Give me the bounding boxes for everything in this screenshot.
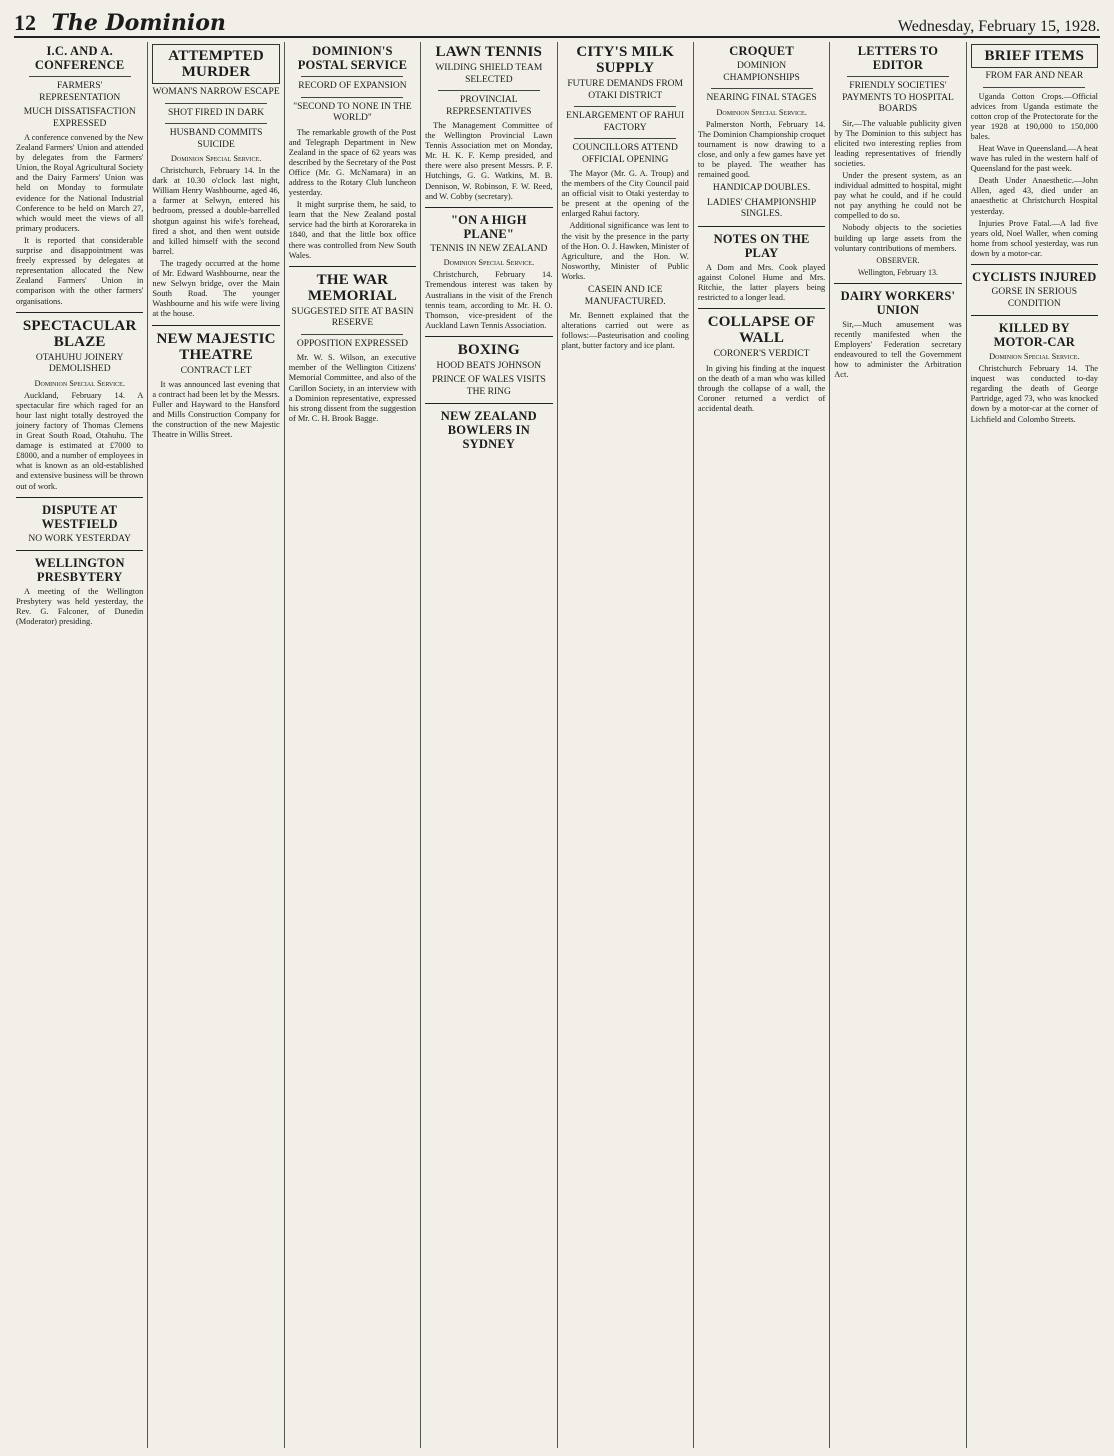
paragraph: Injuries Prove Fatal.—A lad five years old, Noel Waller, when coming home from school yesterday, was run down by a motor-car. (970, 218, 1098, 258)
paragraph: The Mayor (Mr. G. A. Troup) and the members of the City Council paid an official visit to Otaki yesterday to be present at the opening of the enlarged Rahui factory. (561, 169, 689, 219)
subhead: NO WORK YESTERDAY (28, 533, 131, 544)
headline: COLLAPSE OF WALL (707, 314, 816, 347)
headline: CITY'S MILK SUPPLY (576, 44, 674, 76)
dateline: Dominion Special Service. (443, 258, 535, 268)
divider (971, 264, 1098, 265)
headline: BRIEF ITEMS (971, 44, 1098, 68)
column-7 (829, 42, 965, 1448)
divider (301, 334, 403, 335)
paragraph: Christchurch February 14. The inquest was conducted to-day regarding the death of George Partridge, aged 73, who was knocked down by a motor-car at the corner of Lichfield and Colombo Streets. (970, 364, 1098, 424)
column-5 (557, 42, 693, 1448)
headline: I.C. AND A. CONFERENCE (34, 44, 125, 72)
divider (438, 90, 540, 91)
headline: CROQUET (729, 44, 794, 58)
headline: LETTERS TO EDITOR (857, 44, 939, 72)
subhead: WILDING SHIELD TEAM SELECTED (435, 63, 543, 85)
subhead: HUSBAND COMMITS SUICIDE (169, 128, 263, 150)
dateline: Dominion Special Service. (34, 378, 125, 388)
issue-date: Wednesday, February 15, 1928. (897, 18, 1100, 35)
subhead: COUNCILLORS ATTEND OFFICIAL OPENING (572, 143, 678, 165)
signature: OBSERVER. (876, 255, 920, 265)
divider (425, 207, 552, 208)
subhead: OPPOSITION EXPRESSED (296, 338, 408, 349)
divider (16, 312, 143, 313)
subhead: FROM FAR AND NEAR (985, 71, 1084, 81)
headline: DISPUTE AT WESTFIELD (41, 502, 118, 531)
column-1 (12, 42, 147, 1448)
paragraph: Under the present system, as an individual admitted to hospital, might pay what he could, and if he could not pay anything he could not be compelled to do so. (834, 170, 962, 221)
headline: "ON A HIGH PLANE" (451, 212, 527, 241)
paragraph: The Management Committee of the Wellington Provincial Lawn Tennis Association met on Monday, Mr. H. K. F. Kemp presided, and there were also present Messrs. P. F. Hutchings, G. G. Watkins, M. B. Dennison, W. Robinson, F. W. Reed, and W. Cobby (secretary). (425, 121, 553, 201)
divider (165, 103, 267, 104)
column-8 (966, 42, 1102, 1448)
subhead: FRIENDLY SOCIETIES' PAYMENTS TO HOSPITAL BOARDS (842, 81, 954, 114)
subhead: CORONER'S VERDICT (713, 349, 810, 360)
subhead: DOMINION CHAMPIONSHIPS (723, 61, 800, 83)
divider (301, 97, 403, 98)
paragraph: Nobody objects to the societies building up large assets from the voluntary contributions of members. (834, 223, 962, 253)
divider (983, 87, 1085, 88)
subhead: WOMAN'S NARROW ESCAPE (152, 87, 280, 97)
paragraph: Uganda Cotton Crops.—Official advices from Uganda estimate the cotton crop of the Protectorate for the year 1928 at 190,000 to 150,000 bales. (970, 91, 1098, 141)
divider (289, 266, 416, 267)
divider (29, 76, 131, 77)
headline: DOMINION'S POSTAL SERVICE (297, 44, 408, 72)
dateline: Dominion Special Service. (170, 154, 262, 163)
paragraph: Christchurch, February 14. In the dark at 10.30 o'clock last night, William Henry Washbourne, aged 46, a farmer at Selwyn, entered his bedroom, pressed a double-barrelled shotgun against his wife's forehead, fired a shot, and then went outside and killed himself with the second barrel. (152, 166, 280, 256)
subhead: SHOT FIRED IN DARK (167, 107, 265, 118)
divider (698, 226, 825, 227)
subhead: MUCH DISSATISFACTION EXPRESSED (23, 107, 136, 129)
divider (16, 550, 143, 551)
subhead: GORSE IN SERIOUS CONDITION (991, 287, 1078, 309)
subhead: OTAHUHU JOINERY DEMOLISHED (35, 352, 124, 375)
divider (971, 315, 1098, 316)
paragraph: Sir,—The valuable publicity given by The Dominion to this subject has elicited two interesting replies from leading representatives of friendly societies. (834, 118, 962, 168)
paragraph: Death Under Anaesthetic.—John Allen, aged 43, died under an anaesthetic at Christchurch Hospital yesterday. (970, 176, 1098, 216)
subhead: RECORD OF EXPANSION (298, 81, 407, 91)
masthead (14, 6, 1100, 38)
divider (16, 497, 143, 498)
subhead: FUTURE DEMANDS FROM OTAKI DISTRICT (567, 79, 683, 101)
paragraph: The remarkable growth of the Post and Telegraph Department in New Zealand in the space of 62 years was described by the Secretary of the Post Office (Mr. G. McNamara) in an address to the Rotary Club luncheon yesterday. (288, 127, 417, 198)
subhead: LADIES' CHAMPIONSHIP SINGLES. (707, 197, 817, 220)
paragraph: Mr. Bennett explained that the alterations carried out were as follows:—Pasteurisation and cooling plant, butter factory and ice plant. (561, 311, 689, 351)
paragraph: It was announced last evening that a contract had been let by the Messrs. Fuller and Hayward to the Hansford and Mills Construction Company for the construction of the new Majestic Theatre in Willis Street. (152, 380, 280, 440)
newspaper-title: The Dominion (51, 10, 226, 36)
divider (847, 76, 949, 77)
divider (425, 336, 552, 337)
column-3 (284, 42, 420, 1448)
divider (165, 123, 267, 124)
divider (574, 138, 676, 139)
paragraph: Additional significance was lent to the visit by the presence in the party of the Hon. O. J. Hawken, Minister of Agriculture, and the Hon. W. Nosworthy, Minister of Public Works. (561, 221, 689, 281)
subhead: ENLARGEMENT OF RAHUI FACTORY (566, 111, 685, 133)
divider (425, 403, 552, 404)
divider (574, 106, 676, 107)
headline: KILLED BY MOTOR-CAR (993, 321, 1076, 349)
divider (834, 283, 961, 284)
subhead: "SECOND TO NONE IN THE WORLD" (293, 101, 412, 123)
divider (152, 325, 279, 326)
page-number: 12 (14, 10, 36, 35)
subhead: FARMERS' REPRESENTATION (39, 81, 121, 103)
paragraph: It might surprise them, he said, to learn that the New Zealand postal service had the birth at Kororareka in 1840, and that the little box office there was controlled from New South Wales. (288, 200, 417, 260)
column-4 (420, 42, 556, 1448)
paragraph: In giving his finding at the inquest on the death of a man who was killed through the collapse of a wall, the Coroner returned a verdict of accidental death. (697, 363, 826, 413)
subhead: SUGGESTED SITE AT BASIN RESERVE (291, 306, 414, 329)
divider (301, 76, 403, 77)
subhead: CASEIN AND ICE MANUFACTURED. (584, 285, 666, 307)
headline: NEW MAJESTIC THEATRE (156, 330, 276, 363)
headline: NEW ZEALAND BOWLERS IN SYDNEY (440, 409, 537, 452)
headline: THE WAR MEMORIAL (307, 271, 397, 304)
subhead: HOOD BEATS JOHNSON (436, 360, 542, 371)
column-2 (147, 42, 283, 1448)
column-6 (693, 42, 829, 1448)
masthead-left (14, 10, 226, 36)
letter-place: Wellington, February 13. (857, 267, 939, 277)
paragraph: The tragedy occurred at the home of Mr. Edward Washbourne, near the new Selwyn bridge, over the Main South Road. The younger Washbourne and his wife were living at the house. (152, 258, 280, 319)
paragraph: A Dom and Mrs. Cook played against Colonel Hume and Mrs. Ritchie, the latter players being restricted to a longer lead. (697, 262, 826, 302)
paragraph: Mr. W. S. Wilson, an executive member of the Wellington Citizens' Memorial Committee, and also of the Carillon Society, in an interview with a Dominion representative, expressed his strong dissent from the suggestion of Mr. C. H. Brook Bagge. (288, 353, 417, 423)
headline: ATTEMPTED MURDER (152, 44, 279, 84)
headline: WELLINGTON PRESBYTERY (34, 556, 125, 585)
subhead: NEARING FINAL STAGES (706, 93, 817, 103)
paragraph: A conference convened by the New Zealand Farmers' Union and attended by delegates from the Farmers' Union, the Royal Agricultural Society and the Dairy Farmers' Union was held on Monday to formulate evidence for the National Industrial Conference to be held on March 27, which would meet the views of all primary producers. (16, 133, 144, 233)
paragraph: Palmerston North, February 14. The Dominion Championship croquet tournament is now drawing to a close, and only a few games have yet to be played. The weather has remained good. (697, 119, 826, 180)
paragraph: Christchurch, February 14. Tremendous interest was taken by Australians in the visit of the French tennis team, according to Mr. H. O. Thomson, vice-president of the Auckland Lawn Tennis Association. (425, 270, 553, 330)
subhead: HANDICAP DOUBLES. (712, 183, 811, 194)
paragraph: Heat Wave in Queensland.—A heat wave has ruled in the western half of Queensland for the past week. (970, 143, 1098, 174)
headline: NOTES ON THE PLAY (713, 231, 810, 260)
paragraph: Auckland, February 14. A spectacular fire which raged for an hour last night totally destroyed the joinery factory of Thomas Clemens in Great South Road, Otahuhu. The damage is estimated at £7000 to £8000, and a number of employees in what is known as an old-established and extensive business will be thrown out of work. (16, 390, 144, 491)
headline: BOXING (457, 341, 520, 358)
paragraph: A meeting of the Wellington Presbytery was held yesterday, the Rev. G. Falconer, of Dunedin (Moderator) presiding. (16, 587, 144, 627)
subhead: CONTRACT LET (180, 365, 252, 376)
columns (12, 42, 1102, 1448)
dateline: Dominion Special Service. (716, 107, 807, 117)
subhead: PROVINCIAL REPRESENTATIVES (446, 95, 532, 117)
headline: LAWN TENNIS (435, 44, 543, 60)
dateline: Dominion Special Service. (989, 352, 1080, 361)
paragraph: Sir,—Much amusement was recently manifested when the Employers' Federation secretary endeavoured to tell the Government how to administer the Arbitration Act. (834, 319, 962, 380)
headline: SPECTACULAR BLAZE (22, 317, 137, 350)
divider (711, 88, 813, 89)
headline: CYCLISTS INJURED (972, 270, 1097, 284)
subhead: TENNIS IN NEW ZEALAND (430, 243, 548, 254)
headline: DAIRY WORKERS' UNION (840, 288, 956, 317)
paragraph: It is reported that considerable surprise and disappointment was freely expressed by delegates at representation allocated the New Zealand Farmers' Union in comparison with the other farmers' organisations. (16, 235, 144, 306)
subhead: PRINCE OF WALES VISITS THE RING (431, 375, 546, 397)
divider (698, 308, 825, 309)
